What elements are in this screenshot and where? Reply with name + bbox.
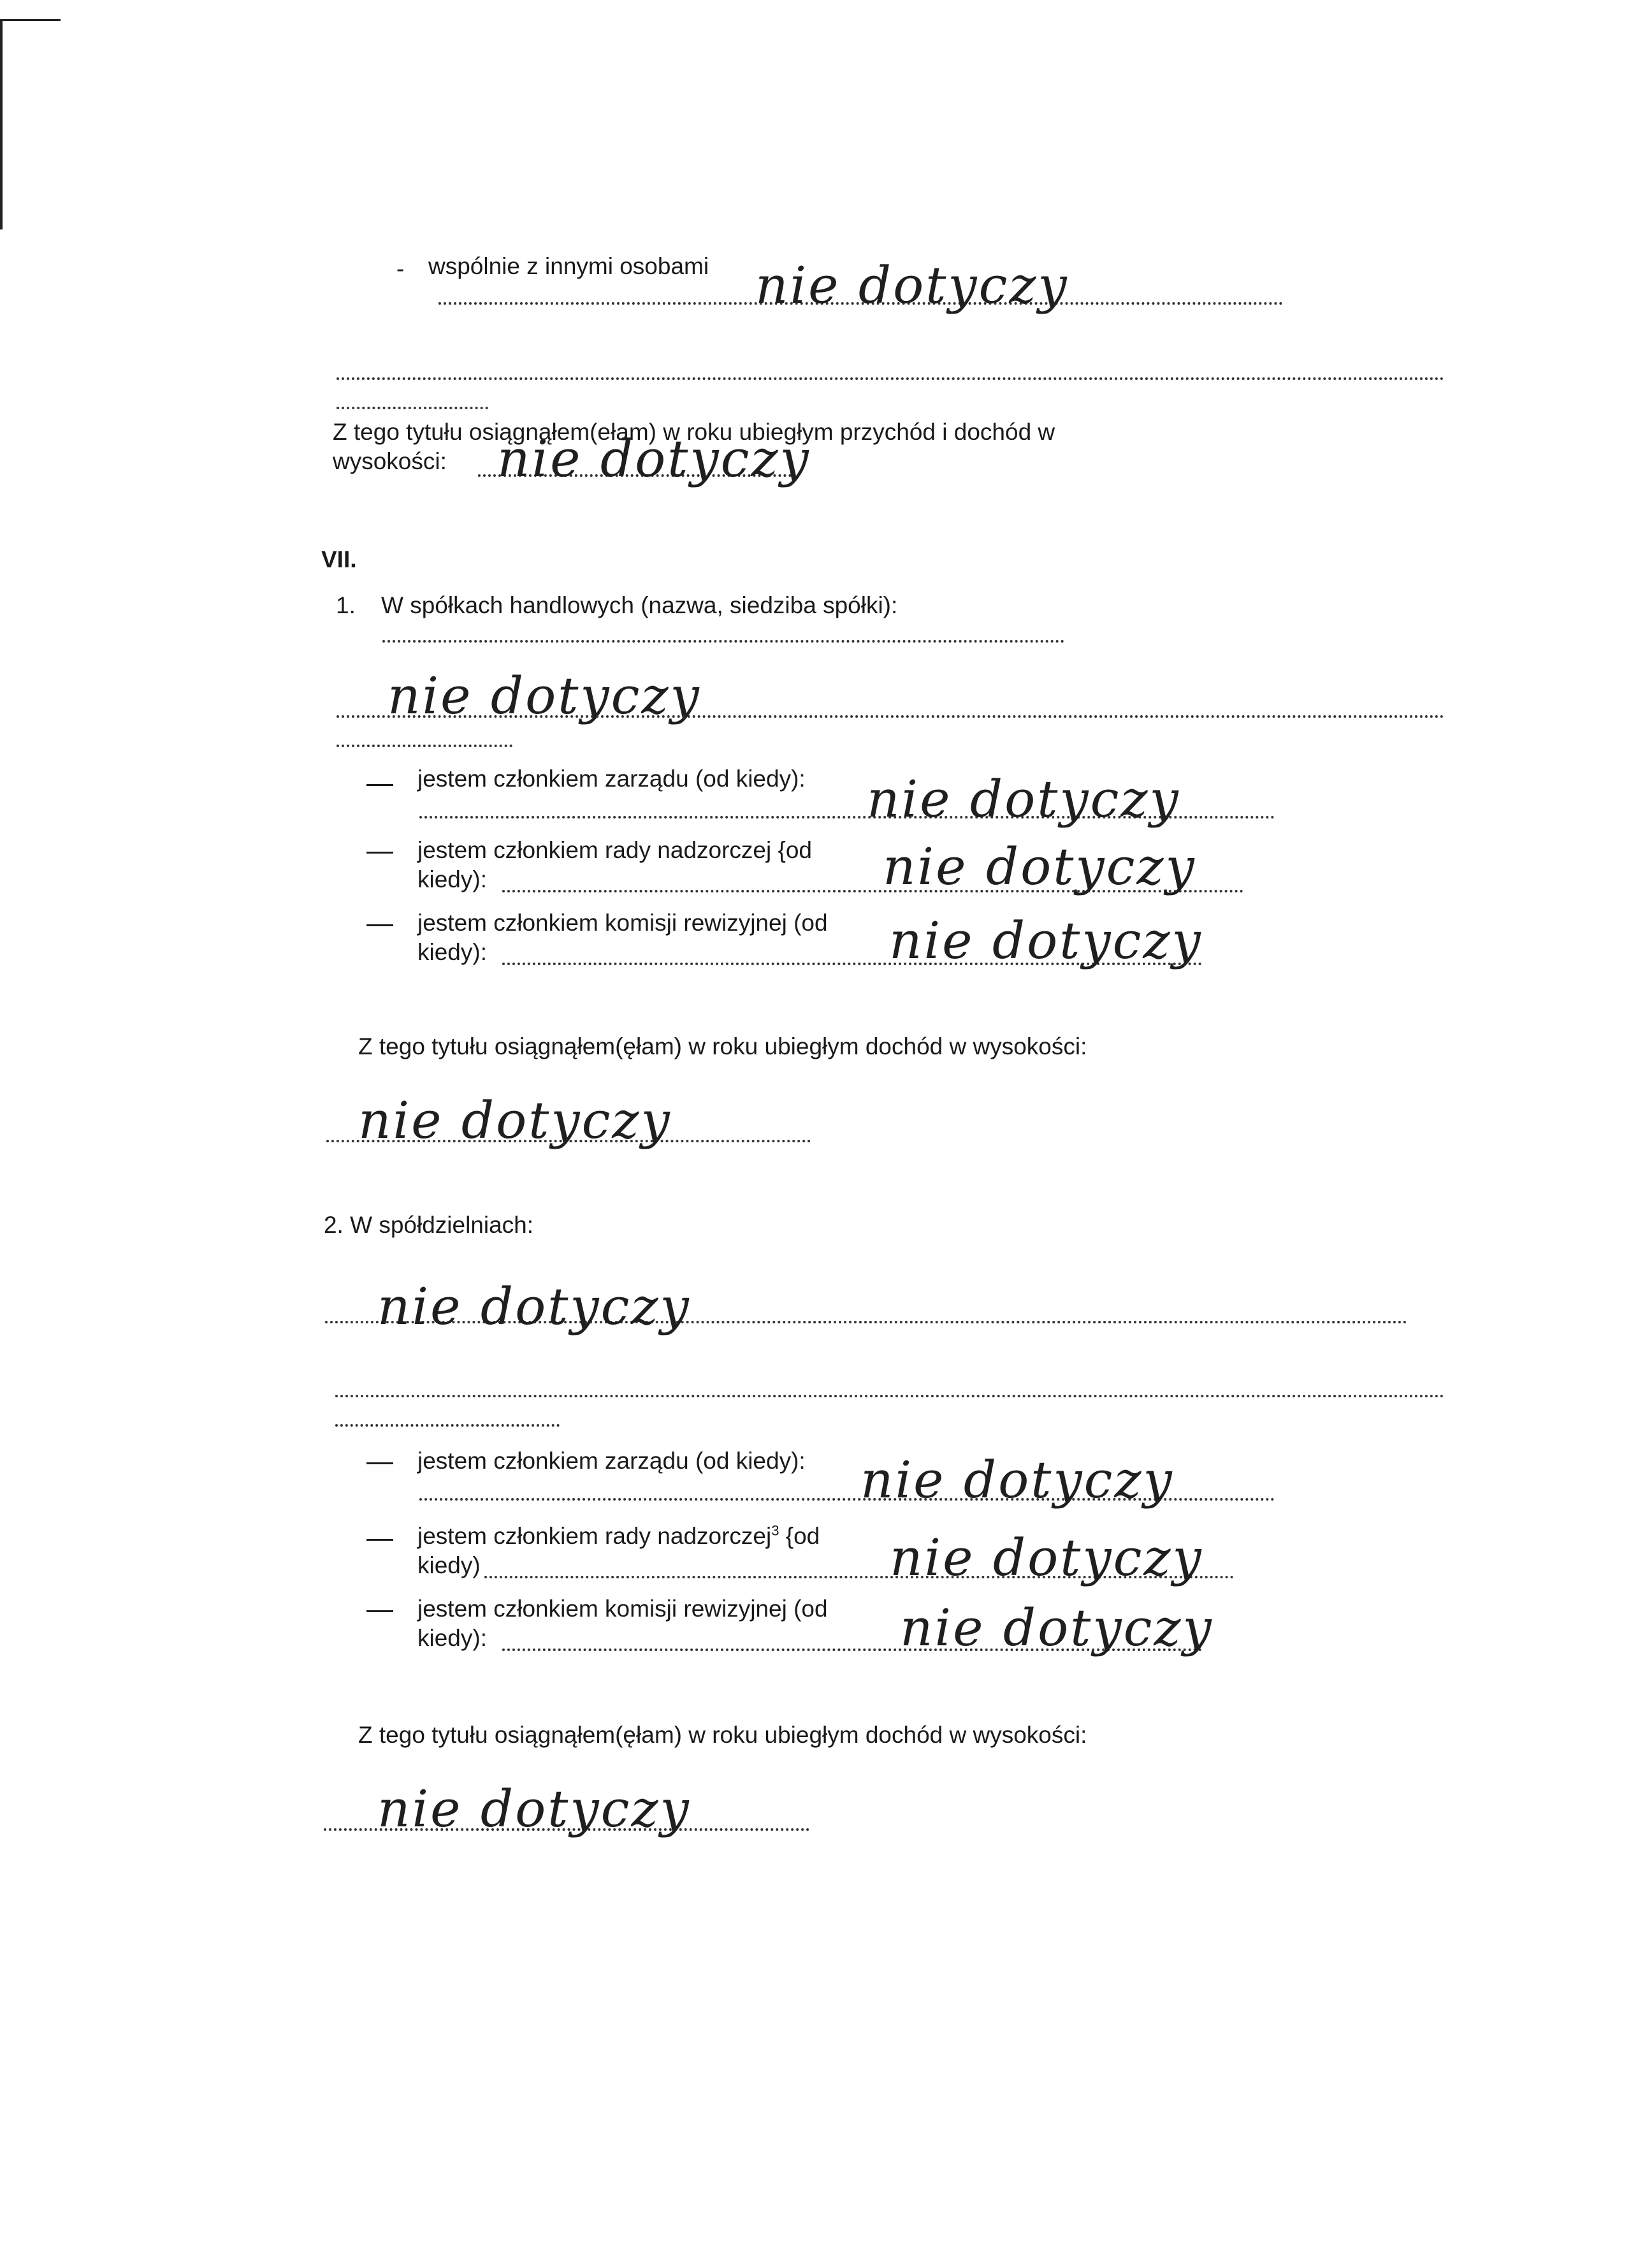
jointly-handwritten-answer: nie dotyczy bbox=[755, 256, 1069, 315]
dotted-line bbox=[337, 377, 1444, 380]
income-text-line1: Z tego tytułu osiągnąłem(ełam) w roku ubiegłym przychód i dochód w bbox=[333, 419, 1055, 445]
supervisory2-label-text: jestem członkiem rady nadzorczej bbox=[417, 1523, 772, 1549]
jointly-label: wspólnie z innymi osobami bbox=[428, 253, 709, 279]
dotted-line bbox=[337, 407, 488, 409]
audit2-handwritten-answer: nie dotyczy bbox=[900, 1598, 1214, 1657]
supervisory1-label-line1: jestem członkiem rady nadzorczej {od bbox=[417, 837, 813, 863]
item-dash bbox=[366, 852, 393, 854]
scan-border-top bbox=[0, 19, 61, 21]
section-heading: VII. bbox=[321, 546, 357, 572]
supervisory1-label-line2: kiedy): bbox=[417, 866, 487, 892]
income1-handwritten-answer: nie dotyczy bbox=[358, 1091, 672, 1150]
income2-label: Z tego tytułu osiągnąłem(ęłam) w roku ubiegłym dochód w wysokości: bbox=[358, 1722, 1087, 1748]
item1-number: 1. bbox=[336, 592, 356, 618]
board1-handwritten-answer: nie dotyczy bbox=[867, 769, 1180, 829]
income1-label: Z tego tytułu osiągnąłem(ęłam) w roku ubiegłym dochód w wysokości: bbox=[358, 1033, 1087, 1059]
item-dash bbox=[366, 1610, 393, 1612]
supervisory1-handwritten-answer: nie dotyczy bbox=[883, 837, 1196, 896]
item-dash bbox=[366, 1462, 393, 1464]
dotted-line bbox=[335, 1424, 560, 1427]
item-dash bbox=[366, 784, 393, 786]
supervisory2-label-end: {od bbox=[779, 1523, 820, 1549]
footnote-marker: 3 bbox=[771, 1522, 779, 1539]
companies-dotted-line bbox=[337, 715, 1444, 718]
dotted-line bbox=[335, 1395, 1444, 1397]
supervisory2-label-line2: kiedy) bbox=[417, 1552, 481, 1578]
item-dash bbox=[366, 1539, 393, 1541]
scan-border-left bbox=[0, 19, 3, 229]
audit1-label-line1: jestem członkiem komisji rewizyjnej (od bbox=[417, 910, 828, 936]
audit1-label-line2: kiedy): bbox=[417, 939, 487, 965]
income-text-line2: wysokości: bbox=[333, 448, 447, 474]
supervisory2-label-line1 bbox=[417, 1522, 820, 1550]
item-dash bbox=[366, 924, 393, 926]
audit2-label-line2: kiedy): bbox=[417, 1625, 487, 1651]
board2-handwritten-answer: nie dotyczy bbox=[860, 1450, 1174, 1510]
cooperatives-handwritten-answer: nie dotyczy bbox=[377, 1277, 691, 1336]
board2-label: jestem członkiem zarządu (od kiedy): bbox=[417, 1448, 806, 1474]
income2-handwritten-answer: nie dotyczy bbox=[377, 1779, 691, 1838]
item1-label: W spółkach handlowych (nazwa, siedziba spółki): bbox=[381, 592, 898, 618]
board1-label: jestem członkiem zarządu (od kiedy): bbox=[417, 766, 806, 792]
companies-handwritten-answer: nie dotyczy bbox=[388, 666, 701, 725]
supervisory2-handwritten-answer: nie dotyczy bbox=[890, 1528, 1203, 1587]
audit1-handwritten-answer: nie dotyczy bbox=[889, 911, 1203, 970]
item2-label: 2. W spółdzielniach: bbox=[324, 1212, 534, 1238]
audit2-label-line1: jestem członkiem komisji rewizyjnej (od bbox=[417, 1596, 828, 1622]
bullet-dash: - bbox=[396, 256, 405, 282]
dotted-line bbox=[382, 640, 1064, 643]
income-handwritten-answer: nie dotyczy bbox=[497, 429, 811, 488]
dotted-line bbox=[337, 745, 512, 747]
